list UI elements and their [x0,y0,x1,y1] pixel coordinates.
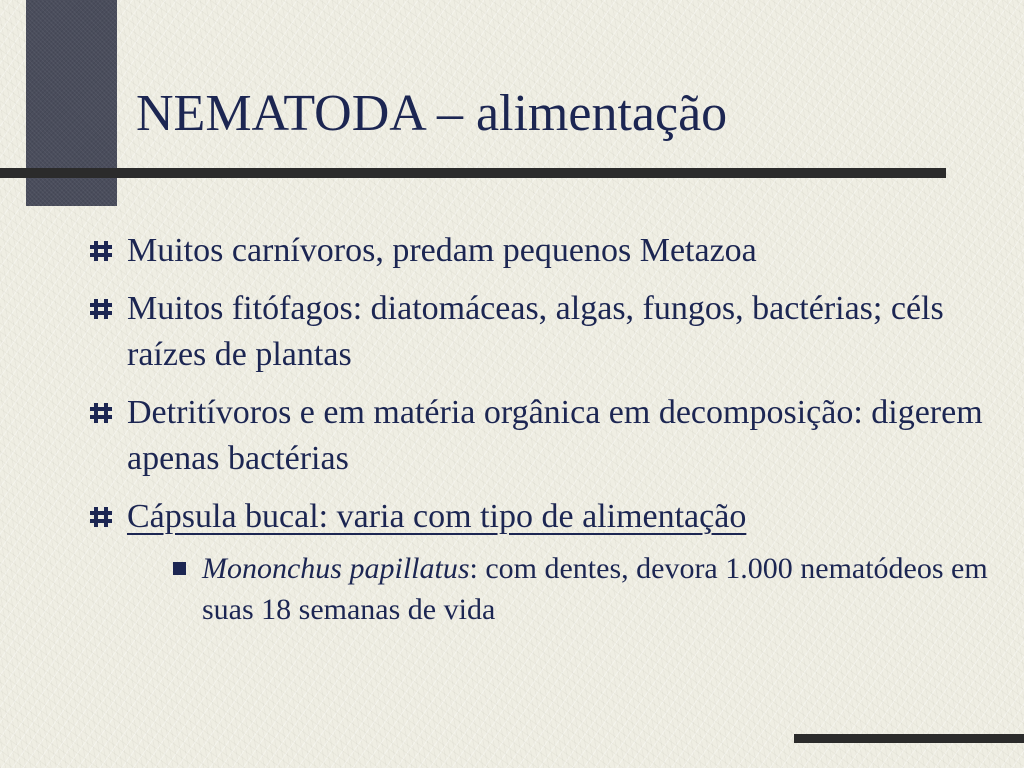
bullet-item [88,494,988,540]
square-bullet-icon [173,562,186,575]
bullet-item [88,286,988,378]
slide-title: NEMATODA – alimentação [136,85,728,142]
sub-bullet-item [173,548,988,630]
bullet-list [88,228,988,630]
title-divider-line [0,168,946,178]
hash-bullet-icon [88,504,114,530]
bullet-item [88,228,988,274]
hyperlink-text[interactable]: Cápsula bucal: varia com tipo de alimentação [127,498,747,535]
bullet-text: Detritívoros e em matéria orgânica em decomposição: digerem apenas bactérias [127,394,983,477]
bullet-text: Muitos fitófagos: diatomáceas, algas, fungos, bactérias; céls raízes de plantas [127,290,944,373]
sub-bullet-text: : com dentes, devora 1.000 nematódeos em suas 18 semanas de vida [202,552,988,626]
species-name: Mononchus papillatus [202,552,470,585]
bullet-item [88,390,988,482]
hash-bullet-icon [88,400,114,426]
bullet-text: Muitos carnívoros, predam pequenos Metazoa [127,232,757,269]
hash-bullet-icon [88,238,114,264]
hash-bullet-icon [88,296,114,322]
bottom-divider-line [794,734,1024,743]
